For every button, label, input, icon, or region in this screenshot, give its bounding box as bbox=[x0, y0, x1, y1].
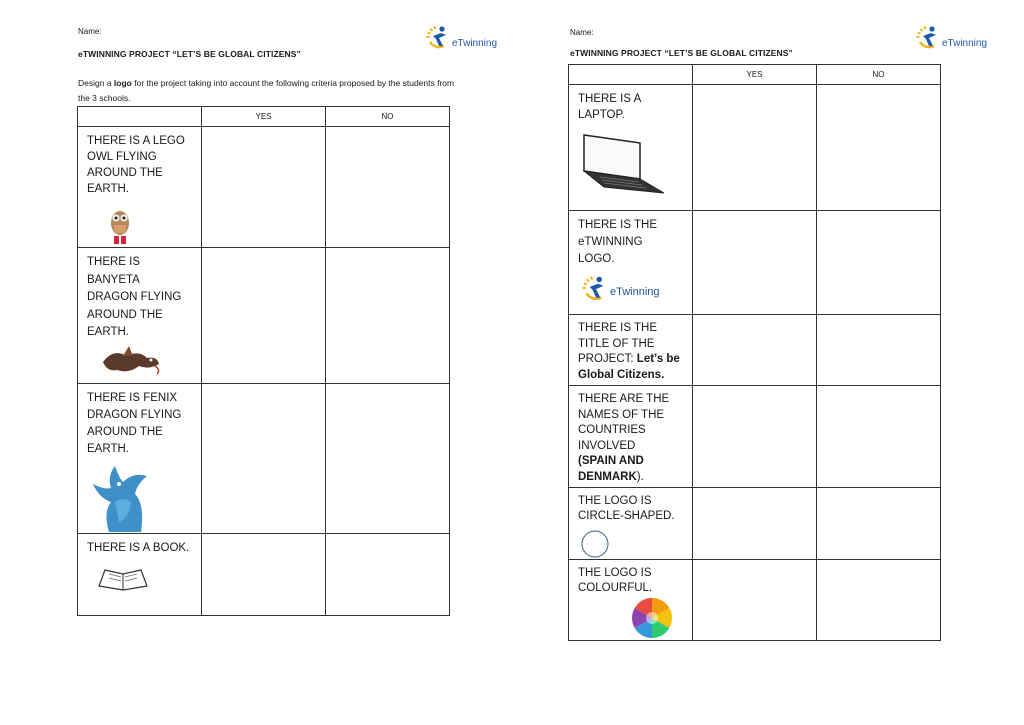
yes-cell[interactable] bbox=[693, 386, 817, 488]
etwinning-emblem-icon bbox=[914, 24, 944, 50]
no-cell[interactable] bbox=[326, 534, 450, 616]
yes-cell[interactable] bbox=[693, 315, 817, 386]
etwinning-logo-text: eTwinning bbox=[452, 38, 498, 49]
intro-after: for the project taking into account the following criteria proposed by the students from the 3 schools. bbox=[78, 78, 455, 103]
no-cell[interactable] bbox=[817, 386, 941, 488]
col-header-no: NO bbox=[817, 65, 941, 85]
etwinning-logo-left bbox=[424, 24, 497, 50]
criterion-lego-owl: THERE IS A LEGO OWL FLYING AROUND THE EARTH. bbox=[78, 127, 202, 248]
no-cell[interactable] bbox=[817, 560, 941, 641]
banyeta-dragon-icon bbox=[99, 344, 163, 376]
criterion-laptop: THERE IS A LAPTOP. bbox=[569, 85, 693, 211]
no-cell[interactable] bbox=[817, 85, 941, 211]
criteria-table-left bbox=[77, 106, 450, 616]
circle-icon bbox=[580, 529, 610, 559]
name-label-left: Name: bbox=[78, 27, 102, 36]
yes-cell[interactable] bbox=[202, 127, 326, 248]
no-cell[interactable] bbox=[326, 384, 450, 534]
yes-cell[interactable] bbox=[202, 384, 326, 534]
lego-owl-icon bbox=[105, 207, 135, 247]
etwinning-emblem-icon bbox=[424, 24, 454, 50]
intro-before: Design a bbox=[78, 78, 114, 88]
etwinning-logo-right bbox=[914, 24, 987, 50]
yes-cell[interactable] bbox=[202, 248, 326, 384]
col-header-yes: YES bbox=[693, 65, 817, 85]
yes-cell[interactable] bbox=[202, 534, 326, 616]
criterion-colourful: THE LOGO IS COLOURFUL. bbox=[569, 560, 693, 641]
no-cell[interactable] bbox=[326, 248, 450, 384]
no-cell[interactable] bbox=[817, 211, 941, 315]
criterion-etwinning-logo: THERE IS THE eTWINNING LOGO. eTwinning bbox=[569, 211, 693, 315]
etwinning-logo-cell bbox=[580, 274, 684, 302]
col-header-no: NO bbox=[326, 107, 450, 127]
no-cell[interactable] bbox=[817, 315, 941, 386]
book-icon bbox=[95, 564, 151, 594]
no-cell[interactable] bbox=[326, 127, 450, 248]
criterion-project-title: THERE IS THE TITLE OF THE PROJECT: Let’s be Global Citizens. bbox=[569, 315, 693, 386]
no-cell[interactable] bbox=[817, 488, 941, 560]
corner-cell bbox=[569, 65, 693, 85]
intro-text bbox=[78, 76, 458, 106]
yes-cell[interactable] bbox=[693, 488, 817, 560]
criteria-table-right bbox=[568, 64, 941, 641]
criterion-circle-shaped: THE LOGO IS CIRCLE-SHAPED. bbox=[569, 488, 693, 560]
name-label-right: Name: bbox=[570, 28, 594, 37]
project-title-left: eTWINNING PROJECT “LET’S BE GLOBAL CITIZENS” bbox=[78, 49, 301, 59]
colour-wheel-icon bbox=[630, 596, 674, 640]
etwinning-logo-text: eTwinning bbox=[610, 286, 660, 298]
col-header-yes: YES bbox=[202, 107, 326, 127]
fenix-dragon-icon bbox=[89, 462, 151, 532]
criterion-country-names: THERE ARE THE NAMES OF THE COUNTRIES INVOLVED (SPAIN AND DENMARK). bbox=[569, 386, 693, 488]
laptop-icon bbox=[580, 131, 668, 199]
project-title-right: eTWINNING PROJECT “LET’S BE GLOBAL CITIZENS” bbox=[570, 48, 793, 58]
corner-cell bbox=[78, 107, 202, 127]
criterion-banyeta-dragon: THERE IS BANYETA DRAGON FLYING AROUND THE EARTH. bbox=[78, 248, 202, 384]
etwinning-logo-text: eTwinning bbox=[942, 38, 988, 49]
yes-cell[interactable] bbox=[693, 211, 817, 315]
yes-cell[interactable] bbox=[693, 85, 817, 211]
criterion-book: THERE IS A BOOK. bbox=[78, 534, 202, 616]
yes-cell[interactable] bbox=[693, 560, 817, 641]
criterion-fenix-dragon: THERE IS FENIX DRAGON FLYING AROUND THE EARTH. bbox=[78, 384, 202, 534]
intro-bold: logo bbox=[113, 78, 132, 88]
etwinning-emblem-icon bbox=[580, 274, 612, 302]
